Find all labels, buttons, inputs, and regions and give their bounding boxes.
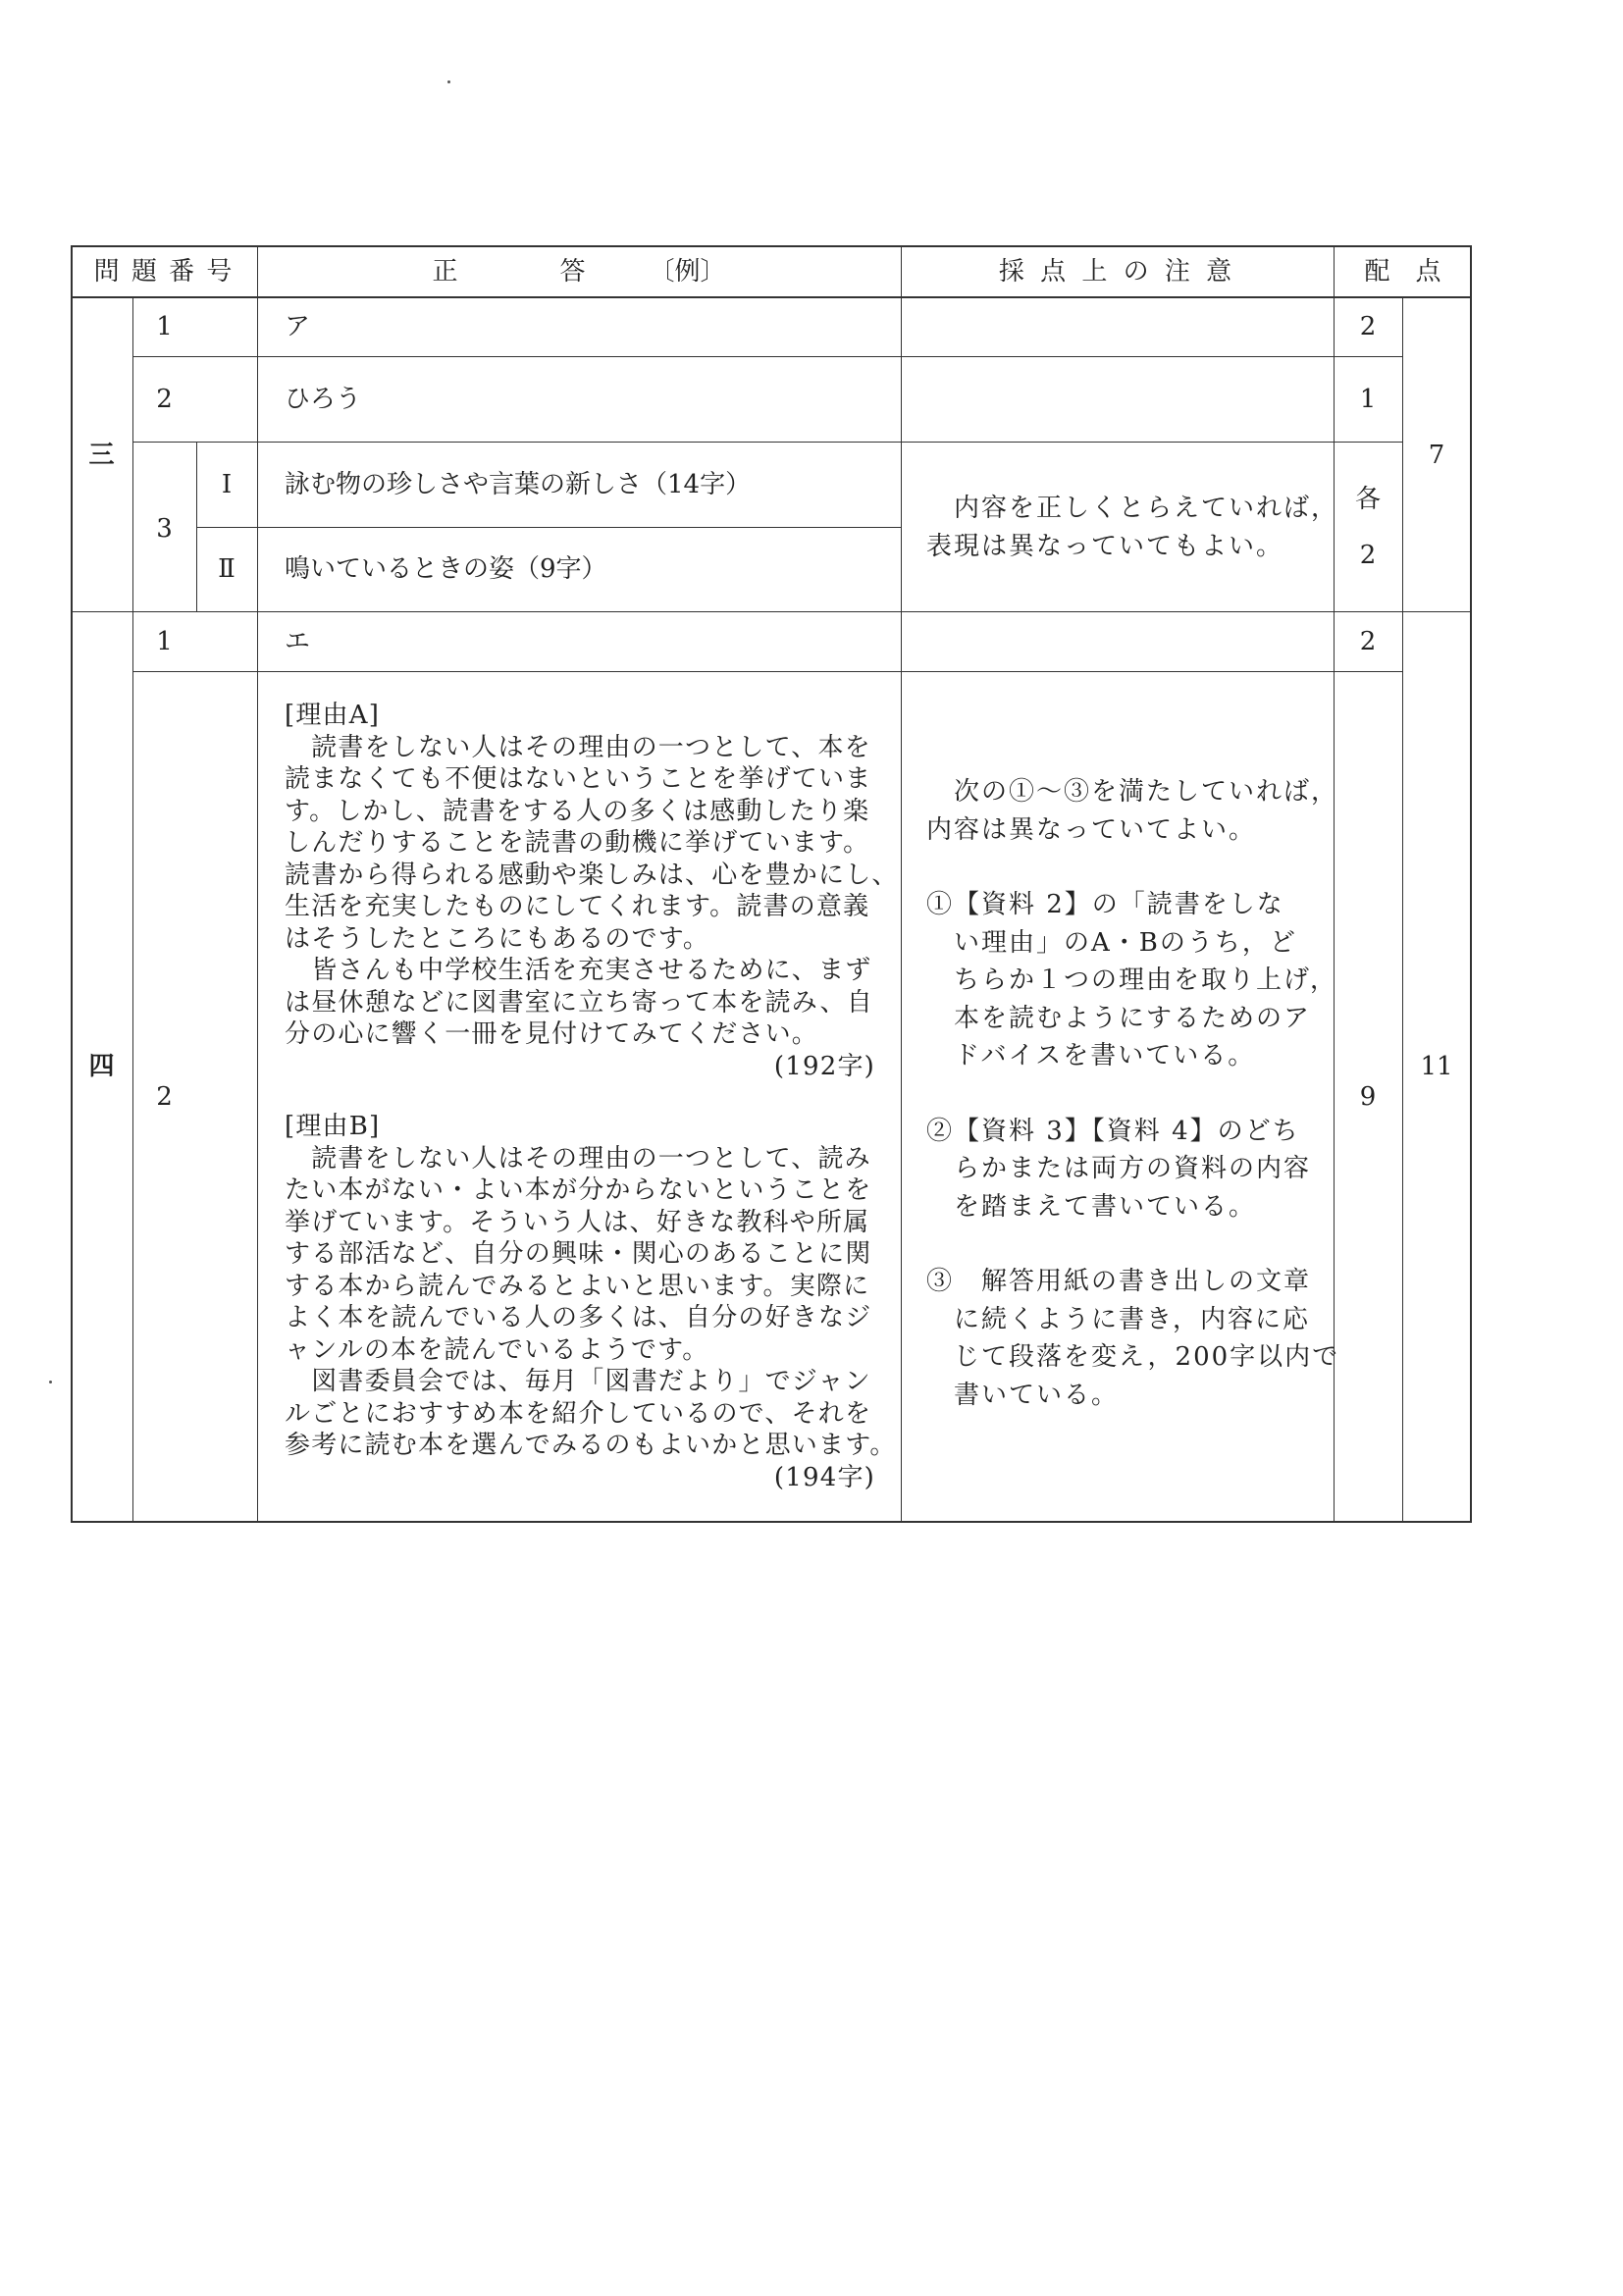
section-total-points: 11 <box>1420 1052 1453 1081</box>
model-answer-reason-b <box>285 1111 897 1493</box>
question-points: 2 <box>1359 312 1377 341</box>
answer-line: ャンルの本を読んでいるようです。 <box>285 1334 709 1365</box>
criterion-line: ①【資料 2】の「読書をしな <box>926 890 1284 919</box>
criterion-line: ちらか１つの理由を取り上げ， <box>926 965 1337 995</box>
answer-line: たい本がない・よい本が分からないということを <box>285 1175 872 1205</box>
answer-line: は昼休憩などに図書室に立ち寄って本を読み、自 <box>285 987 873 1018</box>
model-answer-reason-a <box>285 700 899 1082</box>
character-count: (194字) <box>773 1462 875 1492</box>
answer-line: 読まなくても不便はないということを挙げていま <box>285 764 872 794</box>
answer-text: 詠む物の珍しさや言葉の新しさ（14字） <box>285 470 752 499</box>
note-line: 内容は異なっていてよい。 <box>926 814 1257 845</box>
criterion-line: に続くように書き，内容に応 <box>926 1304 1310 1334</box>
header-answer: 正 答 〔例〕 <box>432 257 726 287</box>
question-number: 3 <box>156 514 173 544</box>
answer-line: ルごとにおすすめ本を紹介しているので、それを <box>285 1398 872 1429</box>
answer-text: ひろう <box>285 385 362 414</box>
section-label: 三 <box>88 441 115 470</box>
note-line: 内容を正しくとらえていれば， <box>926 494 1339 523</box>
answer-line: 挙げています。そういう人は、好きな教科や所属 <box>285 1207 870 1237</box>
criterion-line: い理由」のA・Bのうち，ど <box>926 927 1297 958</box>
question-points: 9 <box>1359 1082 1377 1112</box>
answer-text: ア <box>285 312 311 341</box>
criterion-line: 本を読むようにするためのア <box>926 1003 1312 1033</box>
scoring-criteria <box>926 773 1339 1414</box>
character-count: (192字) <box>773 1051 875 1081</box>
criterion-line: 書いている。 <box>926 1380 1120 1410</box>
header-notes: 採 点 上 の 注 意 <box>998 257 1236 287</box>
criterion-line: ②【資料 3】【資料 4】のどち <box>926 1116 1300 1146</box>
question-number: 2 <box>156 385 173 414</box>
reason-heading: [理由B] <box>285 1112 381 1141</box>
header-points: 配 点 <box>1364 257 1441 287</box>
scan-speck <box>447 80 450 83</box>
answer-line: する本から読んでみるとよいと思います。実際に <box>285 1271 870 1301</box>
criterion-line: じて段落を変え，200字以内で <box>926 1342 1340 1372</box>
answer-line: はそうしたところにもあるのです。 <box>285 923 710 954</box>
question-points: 2 <box>1359 627 1377 656</box>
reason-heading: [理由A] <box>285 701 381 730</box>
answer-line: 分の心に響く一冊を見付けてみてください。 <box>285 1019 819 1049</box>
sub-question-number: Ⅱ <box>218 554 236 584</box>
section-label: 四 <box>88 1052 115 1081</box>
answer-line: 生活を充実したものにしてくれます。読書の意義 <box>285 892 870 921</box>
answer-line: 読書をしない人はその理由の一つとして、読み <box>285 1143 871 1174</box>
scoring-note <box>926 490 1338 565</box>
note-line: 次の①～③を満たしていれば， <box>926 777 1339 807</box>
criterion-line: ドバイスを書いている。 <box>926 1041 1256 1070</box>
header-question-number: 問 題 番 号 <box>93 257 235 287</box>
answer-line: 読書をしない人はその理由の一つとして、本を <box>285 732 871 762</box>
criterion-line: ③ 解答用紙の書き出しの文章 <box>926 1267 1312 1296</box>
answer-text: 鳴いているときの姿（9字） <box>285 554 607 584</box>
answer-line: 皆さんも中学校生活を充実させるために、まず <box>285 956 872 985</box>
question-points: 1 <box>1359 385 1377 414</box>
question-number: 1 <box>156 312 173 341</box>
question-points: 2 <box>1359 541 1377 570</box>
answer-line: 図書委員会では、毎月「図書だより」でジャン <box>285 1367 871 1396</box>
scan-speck <box>49 1381 52 1383</box>
criterion-line: らかまたは両方の資料の内容 <box>926 1154 1312 1183</box>
section-total-points: 7 <box>1428 441 1445 470</box>
answer-line: する部活など、自分の興味・関心のあることに関 <box>285 1239 872 1269</box>
answer-line: 参考に読む本を選んでみるのもよいかと思います。 <box>285 1431 897 1460</box>
answer-line: よく本を読んでいる人の多くは、自分の好きなジ <box>285 1303 872 1332</box>
question-number: 2 <box>156 1082 173 1112</box>
sub-question-number: Ⅰ <box>221 470 233 499</box>
answer-line: しんだりすることを読書の動機に挙げています。 <box>285 828 870 858</box>
question-number: 1 <box>156 627 173 656</box>
answer-text: エ <box>285 627 311 656</box>
note-line: 表現は異なっていてもよい。 <box>926 531 1284 561</box>
answer-line: 読書から得られる感動や楽しみは、心を豊かにし、 <box>285 860 899 890</box>
criterion-line: を踏まえて書いている。 <box>926 1191 1257 1222</box>
points-each-label: 各 <box>1354 485 1381 514</box>
answer-line: す。しかし、読書をする人の多くは感動したり楽 <box>285 796 870 826</box>
